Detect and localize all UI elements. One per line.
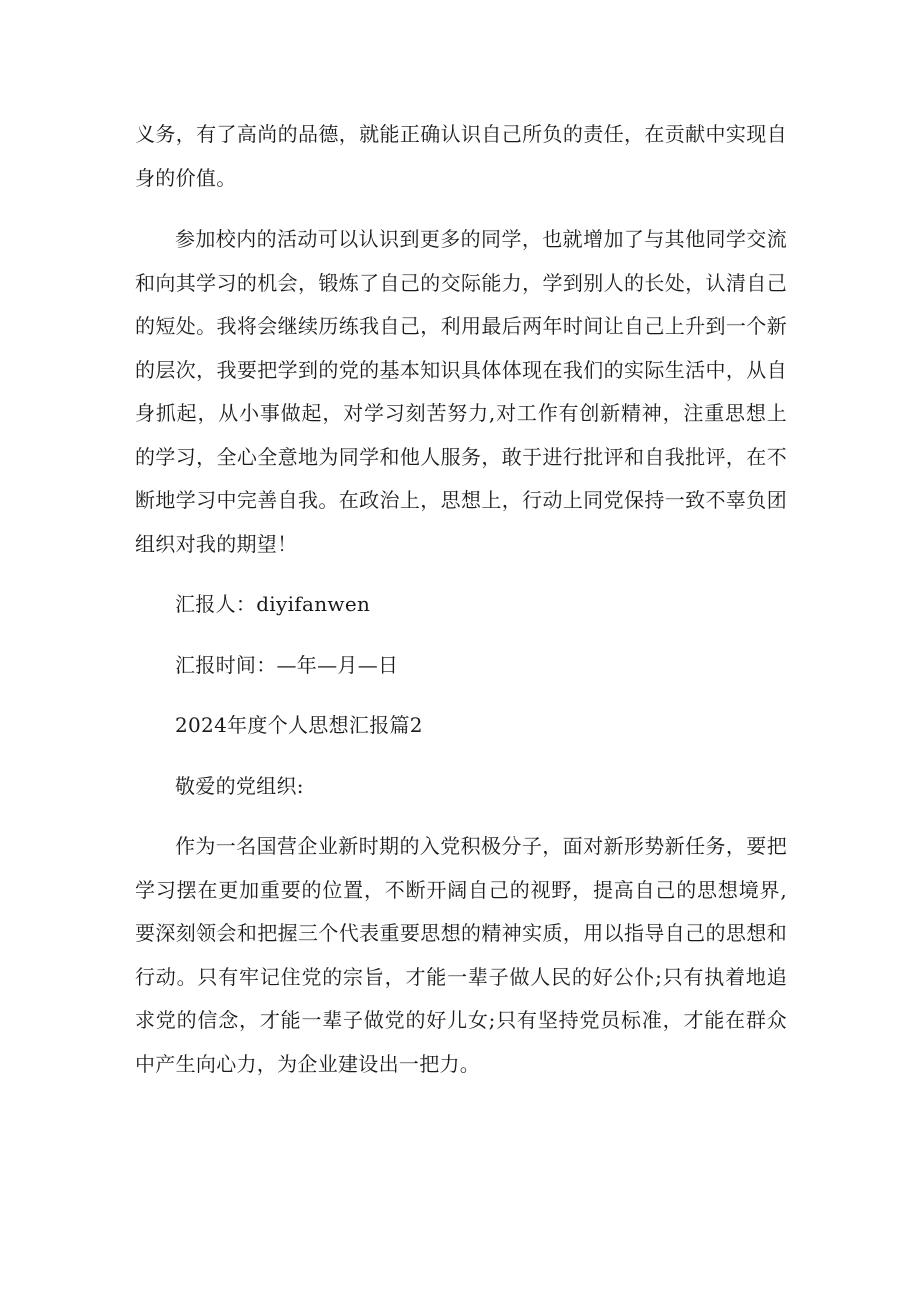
paragraph-activities: 参加校内的活动可以认识到更多的同学，也就增加了与其他同学交流和向其学习的机会，锻炼了自己的交际能力，学到别人的长处，认清自己的短处。我将会继续历练我自己，利用最后两年时间让自己上升到一个新的层次，我要把学到的党的基本知识具体体现在我们的实际生活中，从自身抓起，从小事做起，对学习刻苦努力,对工作有创新精神，注重思想上的学习，全心全意地为同学和他人服务，敢于进行批评和自我批评，在不断地学习中完善自我。在政治上，思想上，行动上同党保持一致不辜负团组织对我的期望！: [135, 227, 787, 556]
document-body: [135, 113, 787, 1086]
section-title: 2024年度个人思想汇报篇2: [175, 713, 423, 737]
paragraph-continuation: 义务，有了高尚的品德，就能正确认识自己所负的责任，在贡献中实现自身的价值。: [135, 122, 787, 190]
salutation: 敬爱的党组织:: [175, 773, 304, 798]
report-date-line: 汇报时间：—年—月—日: [175, 652, 399, 677]
reporter-line: 汇报人：diyifanwen: [175, 592, 371, 616]
paragraph-study: 作为一名国营企业新时期的入党积极分子，面对新形势新任务，要把学习摆在更加重要的位置，不断开阔自己的视野，提高自己的思想境界,要深刻领会和把握三个代表重要思想的精神实质，用以指导自己的思想和行动。只有牢记住党的宗旨，才能一辈子做人民的好公仆;只有执着地追求党的信念，才能一辈子做党的好儿女;只有坚持党员标准，才能在群众中产生向心力，为企业建设出一把力。: [135, 834, 787, 1076]
